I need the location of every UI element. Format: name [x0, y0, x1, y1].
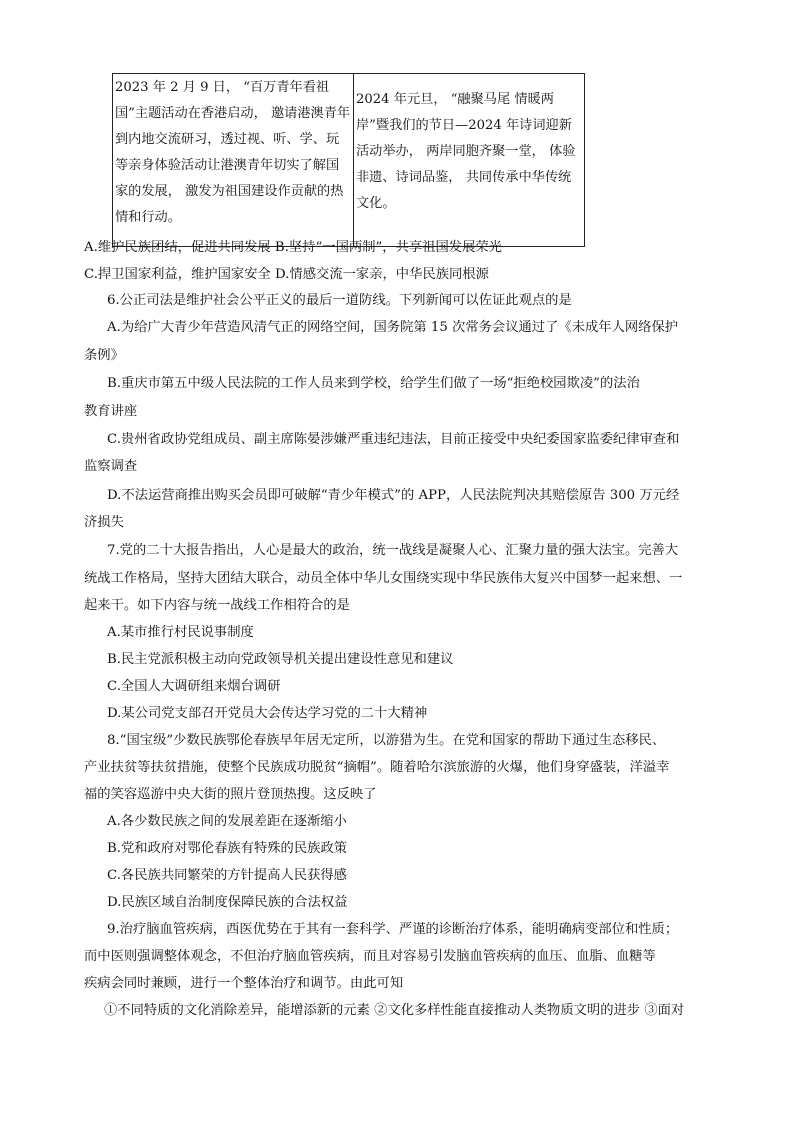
- q9-stem-2: 而中医则强调整体观念，不但治疗脑血管疾病，而且对容易引发脑血管疾病的血压、血脂、血糖等: [84, 949, 656, 964]
- q7-option-b: B.民主党派积极主动向党政领导机关提出建设性意见和建议: [107, 652, 454, 667]
- q6-option-a: A.为给广大青少年营造风清气正的网络空间，国务院第 15 次常务会议通过了《未成年人网络保护: [107, 320, 679, 335]
- material-right-cell: 2024 年元旦， “融聚马尾 情暖两岸”暨我们的节日—2024 年诗词迎新活动举办， 两岸同胞齐聚一堂， 体验非遗、诗词品鉴， 共同传承中华传统文化。: [354, 74, 585, 247]
- q8-stem-1: 8.“国宝级”少数民族鄂伦春族早年居无定所，以游猎为生。在党和国家的帮助下通过生态移民、: [107, 733, 666, 748]
- q6-option-c: C.贵州省政协党组成员、副主席陈晏涉嫌严重违纪违法，目前正接受中央纪委国家监委纪律审查和: [107, 432, 680, 447]
- material-table: [112, 73, 585, 247]
- q8-option-b: B.党和政府对鄂伦春族有特殊的民族政策: [107, 841, 348, 856]
- q7-stem-2: 统战工作格局，坚持大团结大联合，动员全体中华儿女围绕实现中华民族伟大复兴中国梦一起来想、一: [84, 571, 683, 586]
- q6-stem: 6.公正司法是维护社会公平正义的最后一道防线。下列新闻可以佐证此观点的是: [107, 293, 572, 308]
- q7-stem-3: 起来干。如下内容与统一战线工作相符合的是: [84, 598, 350, 613]
- material-left-cell: 2023 年 2 月 9 日， “百万青年看祖国”主题活动在香港启动， 邀请港澳青年到内地交流研习，透过视、听、学、玩等亲身体验活动让港澳青年切实了解国家的发展， 激发为祖国建设作贡献的热情和行动。: [113, 74, 354, 247]
- q8-option-c: C.各民族共同繁荣的方针提高人民获得感: [107, 868, 347, 883]
- q6-option-d-cont: 济损失: [84, 515, 124, 530]
- q5-options-cd: C.捍卫国家利益，维护国家安全 D.情感交流一家亲，中华民族同根源: [84, 267, 489, 282]
- q8-option-a: A.各少数民族之间的发展差距在逐渐缩小: [107, 814, 347, 829]
- q7-option-c: C.全国人大调研组来烟台调研: [107, 679, 281, 694]
- q6-option-b-cont: 教育讲座: [84, 404, 138, 419]
- q8-stem-3: 福的笑容巡游中央大街的照片登顶热搜。这反映了: [84, 787, 377, 802]
- q9-options-1: ①不同特质的文化消除差异，能增添新的元素 ②文化多样性能直接推动人类物质文明的进步 ③面对: [104, 1003, 685, 1018]
- q7-stem-1: 7.党的二十大报告指出，人心是最大的政治，统一战线是凝聚人心、汇聚力量的强大法宝。完善大: [107, 543, 679, 558]
- q9-stem-1: 9.治疗脑血管疾病，西医优势在于其有一套科学、严谨的诊断治疗体系，能明确病变部位和性质；: [107, 922, 679, 937]
- q5-options-ab: A.维护民族团结，促进共同发展 B.坚持“一国两制”，共享祖国发展荣光: [84, 240, 502, 255]
- q8-option-d: D.民族区域自治制度保障民族的合法权益: [107, 895, 348, 910]
- q9-stem-3: 疾病会同时兼顾，进行一个整体治疗和调节。由此可知: [84, 976, 404, 991]
- q6-option-c-cont: 监察调查: [84, 459, 138, 474]
- q7-option-d: D.某公司党支部召开党员大会传达学习党的二十大精神: [107, 706, 428, 721]
- q6-option-b: B.重庆市第五中级人民法院的工作人员来到学校，给学生们做了一场“拒绝校园欺凌”的法治: [107, 376, 640, 391]
- q8-stem-2: 产业扶贫等扶贫措施，使整个民族成功脱贫“摘帽”。随着哈尔滨旅游的火爆，他们身穿盛装，洋溢幸: [84, 760, 670, 775]
- q6-option-a-cont: 条例》: [84, 348, 124, 363]
- q6-option-d: D.不法运营商推出购买会员即可破解“青少年模式”的 APP，人民法院判决其赔偿原告 300 万元经: [107, 488, 680, 503]
- q7-option-a: A.某市推行村民说事制度: [107, 625, 254, 640]
